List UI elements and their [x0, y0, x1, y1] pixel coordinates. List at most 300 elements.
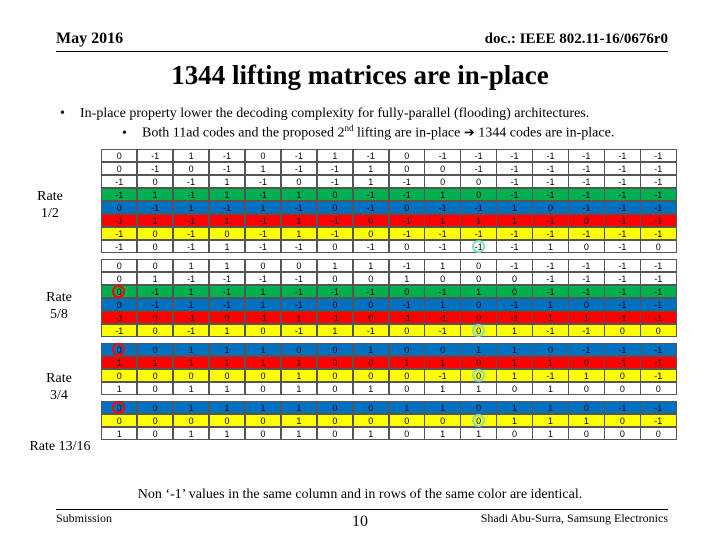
matrix-cell: 0 — [389, 240, 425, 253]
matrix-cell: -1 — [640, 162, 676, 175]
bullet-text-pre: Both 11ad codes and the proposed 2 — [142, 125, 345, 141]
matrix-cell: -1 — [496, 298, 532, 311]
matrix-cell: 0 — [137, 259, 173, 272]
matrix-cell: 0 — [389, 201, 425, 214]
footer-divider — [56, 509, 668, 510]
matrix-cell: 0 — [317, 369, 353, 382]
matrix-cell: 1 — [101, 356, 137, 369]
matrix-cell: 0 — [317, 401, 353, 414]
matrix-cell: 1 — [532, 414, 568, 427]
bullet-inplace-property — [60, 106, 589, 122]
matrix-cell: -1 — [245, 272, 281, 285]
matrix-cell: 1 — [209, 356, 245, 369]
matrix-cell: 1 — [173, 285, 209, 298]
matrix-cell: 0 — [101, 298, 137, 311]
matrix-cell: -1 — [173, 272, 209, 285]
matrix-cell: -1 — [568, 285, 604, 298]
matrix-cell: 1 — [532, 427, 568, 440]
footnote: Non ‘-1’ values in the same column and in rows of the same color are identical. — [137, 487, 583, 502]
matrix-row — [101, 324, 676, 337]
matrix-cell: 1 — [209, 427, 245, 440]
matrix-cell: -1 — [209, 272, 245, 285]
matrix-cell: 0 — [460, 175, 496, 188]
matrix-cell: -1 — [532, 149, 568, 162]
matrix-cell: 1 — [424, 356, 460, 369]
matrix-cell: -1 — [532, 272, 568, 285]
matrix-cell: 1 — [281, 227, 317, 240]
matrix-cell: -1 — [604, 162, 640, 175]
matrix-cell: -1 — [496, 240, 532, 253]
matrix-cell: 1 — [568, 414, 604, 427]
matrix-cell: -1 — [496, 149, 532, 162]
matrix-cell: -1 — [245, 214, 281, 227]
matrix-cell: -1 — [640, 214, 676, 227]
matrix-cell: 0 — [245, 382, 281, 395]
matrix-cell: 0 — [209, 311, 245, 324]
matrix-cell: 0 — [137, 227, 173, 240]
matrix-cell: 0 — [604, 414, 640, 427]
matrix-cell: 0 — [496, 272, 532, 285]
matrix-cell: 0 — [424, 414, 460, 427]
matrix-cell: 1 — [568, 369, 604, 382]
header-divider — [56, 51, 668, 52]
matrix-cell: 0 — [245, 414, 281, 427]
matrix-cell: 0 — [353, 356, 389, 369]
matrix-cell: 0 — [317, 201, 353, 214]
matrix-cell: 1 — [173, 149, 209, 162]
matrix-cell: -1 — [604, 298, 640, 311]
matrix-cell: 1 — [389, 401, 425, 414]
matrix-cell: 0 — [209, 227, 245, 240]
highlight-circle — [472, 324, 485, 337]
matrix-cell: 0 — [424, 175, 460, 188]
matrix-cell: -1 — [496, 162, 532, 175]
matrix-cell: 1 — [424, 401, 460, 414]
matrix-cell: -1 — [389, 227, 425, 240]
rate-label-line: Rate 13/16 — [29, 439, 91, 454]
matrix-cell: 0 — [389, 414, 425, 427]
matrix-cell: 0 — [353, 272, 389, 285]
matrix-cell: 0 — [317, 272, 353, 285]
matrix-cell: 0 — [568, 298, 604, 311]
matrix-cell: -1 — [568, 201, 604, 214]
matrix-cell: -1 — [568, 175, 604, 188]
matrix-cell: -1 — [604, 188, 640, 201]
slide-title: 1344 lifting matrices are in-place — [171, 60, 549, 90]
matrix-cell: -1 — [209, 201, 245, 214]
matrix-cell: 1 — [353, 259, 389, 272]
matrix-cell: 0 — [496, 427, 532, 440]
matrix-cell: -1 — [209, 298, 245, 311]
matrix-cell: -1 — [389, 175, 425, 188]
matrix-cell: 1 — [496, 414, 532, 427]
matrix-cell: 1 — [353, 162, 389, 175]
matrix-cell: -1 — [496, 227, 532, 240]
matrix-cell: -1 — [353, 240, 389, 253]
matrix-cell: -1 — [317, 285, 353, 298]
matrix-cell: -1 — [460, 227, 496, 240]
matrix-cell: 0 — [424, 272, 460, 285]
matrix-row — [101, 427, 676, 440]
matrix-cell: 0 — [389, 427, 425, 440]
matrix-cell: 1 — [460, 214, 496, 227]
matrix-cell: -1 — [353, 201, 389, 214]
matrix-cell: -1 — [604, 401, 640, 414]
matrix-cell: -1 — [281, 298, 317, 311]
matrix-cell: 0 — [424, 162, 460, 175]
matrix-cell: -1 — [640, 227, 676, 240]
matrix-cell: -1 — [137, 149, 173, 162]
matrix-row — [101, 343, 676, 356]
matrix-cell: 1 — [137, 188, 173, 201]
matrix-cell: -1 — [389, 311, 425, 324]
matrix-cell: -1 — [568, 149, 604, 162]
matrix-cell: 1 — [281, 414, 317, 427]
matrix-cell: 0 — [245, 324, 281, 337]
matrix-row — [101, 149, 676, 162]
matrix-cell: -1 — [353, 149, 389, 162]
matrix-cell: 1 — [389, 356, 425, 369]
matrix-cell: -1 — [640, 401, 676, 414]
matrix-cell: -1 — [604, 343, 640, 356]
matrix-cell: 1 — [245, 356, 281, 369]
matrix-cell: -1 — [173, 227, 209, 240]
matrix-cell: 0 — [532, 201, 568, 214]
matrix-cell: -1 — [568, 162, 604, 175]
matrix-cell: 0 — [173, 414, 209, 427]
matrix-cell: -1 — [281, 149, 317, 162]
matrix-cell: -1 — [532, 188, 568, 201]
matrix-cell: 1 — [209, 259, 245, 272]
matrix-cell: -1 — [389, 259, 425, 272]
matrix-cell: 0 — [353, 414, 389, 427]
matrix-cell: 0 — [317, 343, 353, 356]
matrix-cell: 0 — [173, 162, 209, 175]
matrix-cell: 1 — [173, 298, 209, 311]
matrix-cell: 1 — [281, 369, 317, 382]
matrix-cell: -1 — [640, 272, 676, 285]
matrix-cell: 1 — [353, 343, 389, 356]
matrix-cell: 1 — [173, 201, 209, 214]
matrix-cell: -1 — [604, 285, 640, 298]
matrix-cell: -1 — [389, 298, 425, 311]
matrix-row — [101, 414, 676, 427]
matrix-cell: -1 — [640, 175, 676, 188]
header-date: May 2016 — [56, 30, 124, 47]
matrix-cell: 1 — [424, 298, 460, 311]
matrix-cell: 1 — [496, 214, 532, 227]
matrix-cell: -1 — [496, 175, 532, 188]
matrix-cell: 0 — [389, 382, 425, 395]
matrix-cell: 1 — [209, 324, 245, 337]
footer-submission: Submission — [56, 511, 113, 525]
matrix-cell: 1 — [353, 382, 389, 395]
matrix-cell: 1 — [137, 356, 173, 369]
matrix-cell: -1 — [604, 214, 640, 227]
bullet-both-codes — [122, 123, 614, 142]
matrix-cell: -1 — [604, 311, 640, 324]
matrix-cell: 0 — [209, 414, 245, 427]
matrix-row — [101, 382, 676, 395]
matrix-cell: 0 — [137, 240, 173, 253]
matrix-cell: 0 — [137, 324, 173, 337]
matrix-cell: -1 — [640, 201, 676, 214]
matrix-cell: -1 — [640, 149, 676, 162]
matrix-cell: 0 — [424, 343, 460, 356]
matrix-cell: 1 — [496, 369, 532, 382]
matrix-cell: 0 — [317, 427, 353, 440]
matrix-cell: 1 — [532, 311, 568, 324]
matrix-cell: 1 — [173, 427, 209, 440]
matrix-cell: 0 — [245, 149, 281, 162]
matrix-cell: 0 — [101, 259, 137, 272]
matrix-cell: 0 — [389, 369, 425, 382]
matrix-cell: 1 — [460, 382, 496, 395]
matrix-row — [101, 401, 676, 414]
matrix-cell: -1 — [317, 311, 353, 324]
matrix-cell: -1 — [640, 343, 676, 356]
matrix-row — [101, 214, 676, 227]
matrix-cell: 1 — [532, 401, 568, 414]
matrix-cell: -1 — [281, 201, 317, 214]
matrix-cell: -1 — [640, 285, 676, 298]
matrix-cell: -1 — [496, 311, 532, 324]
matrix-cell: 0 — [101, 414, 137, 427]
header-doc-id: doc.: IEEE 802.11-16/0676r0 — [484, 31, 668, 47]
matrix-cell: -1 — [424, 240, 460, 253]
matrix-cell: -1 — [640, 188, 676, 201]
matrix-cell: 0 — [389, 149, 425, 162]
matrix-cell: -1 — [568, 272, 604, 285]
matrix-cell: 1 — [424, 382, 460, 395]
matrix-cell: 1 — [424, 214, 460, 227]
matrix-cell: -1 — [532, 259, 568, 272]
matrix-cell: 1 — [424, 188, 460, 201]
matrix-cell: 0 — [568, 427, 604, 440]
matrix-cell: -1 — [173, 324, 209, 337]
matrix-cell: -1 — [173, 214, 209, 227]
matrix-cell: -1 — [281, 285, 317, 298]
matrix-cell: -1 — [353, 324, 389, 337]
matrix-cell: -1 — [137, 201, 173, 214]
matrix-cell: 1 — [245, 401, 281, 414]
matrix-cell: 1 — [281, 214, 317, 227]
matrix-cell: 0 — [101, 201, 137, 214]
matrix-cell: 0 — [137, 414, 173, 427]
matrix-cell: -1 — [424, 324, 460, 337]
matrix-cell: -1 — [101, 311, 137, 324]
matrix-cell: 1 — [245, 285, 281, 298]
matrix-cell: -1 — [460, 240, 496, 253]
matrix-cell: -1 — [209, 162, 245, 175]
matrix-cell: 1 — [209, 188, 245, 201]
matrix-cell: 0 — [532, 343, 568, 356]
rate-5-8-label — [34, 289, 84, 323]
bullet-text-post: 1344 codes are in-place. — [474, 125, 615, 141]
matrix-cell: 1 — [281, 356, 317, 369]
matrix-cell: -1 — [604, 227, 640, 240]
matrix-cell: -1 — [604, 259, 640, 272]
matrix-cell: 1 — [137, 272, 173, 285]
matrix-cell: 0 — [460, 369, 496, 382]
matrix-cell: -1 — [424, 369, 460, 382]
matrix-cell: 0 — [353, 214, 389, 227]
matrix-row — [101, 285, 676, 298]
matrix-cell: -1 — [568, 227, 604, 240]
matrix-cell: 0 — [604, 427, 640, 440]
matrix-cell: 1 — [209, 401, 245, 414]
matrix-cell: -1 — [568, 324, 604, 337]
matrix-cell: -1 — [532, 175, 568, 188]
matrix-cell: -1 — [604, 175, 640, 188]
matrix-cell: 0 — [317, 382, 353, 395]
matrix-cell: 1 — [317, 259, 353, 272]
matrix-cell: 1 — [460, 285, 496, 298]
matrix-row — [101, 240, 676, 253]
matrix-cell: -1 — [460, 201, 496, 214]
matrix-cell: -1 — [101, 188, 137, 201]
matrix-cell: 1 — [173, 401, 209, 414]
matrix-cell: 0 — [137, 175, 173, 188]
rate-label-line: 5/8 — [50, 307, 68, 322]
matrix-cell: 1 — [532, 240, 568, 253]
matrix-cell: -1 — [245, 188, 281, 201]
matrix-cell: 0 — [640, 382, 676, 395]
matrix-cell: -1 — [317, 227, 353, 240]
matrix-cell: 0 — [101, 149, 137, 162]
matrix-cell: -1 — [173, 188, 209, 201]
matrix-cell: 1 — [532, 298, 568, 311]
matrix-cell: 0 — [281, 259, 317, 272]
matrix-cell: -1 — [532, 162, 568, 175]
matrix-cell: -1 — [137, 285, 173, 298]
bullet-dot-icon: • — [122, 125, 127, 141]
matrix-cell: -1 — [245, 240, 281, 253]
matrix-cell: -1 — [173, 311, 209, 324]
matrix-cell: 0 — [496, 382, 532, 395]
matrix-cell: 1 — [532, 382, 568, 395]
matrix-cell: 1 — [173, 259, 209, 272]
matrix-cell: -1 — [209, 285, 245, 298]
rate-1-2-label — [25, 188, 75, 222]
matrix-cell: 1 — [532, 356, 568, 369]
matrix-cell: 0 — [460, 401, 496, 414]
matrix-cell: 1 — [245, 343, 281, 356]
matrix-cell: -1 — [604, 240, 640, 253]
matrix-cell: -1 — [640, 259, 676, 272]
matrix-cell: 0 — [317, 414, 353, 427]
matrix-row — [101, 227, 676, 240]
footer-author: Shadi Abu-Surra, Samsung Electronics — [480, 511, 668, 525]
matrix-cell: -1 — [245, 311, 281, 324]
matrix-cell: -1 — [389, 214, 425, 227]
matrix-cell: -1 — [101, 240, 137, 253]
matrix-cell: 0 — [281, 343, 317, 356]
bullet-text-mid: lifting are in-place — [353, 125, 464, 141]
matrix-cell: -1 — [281, 162, 317, 175]
matrix-cell: 1 — [496, 401, 532, 414]
matrix-cell: -1 — [532, 324, 568, 337]
bullet-superscript: nd — [344, 123, 354, 133]
matrix-cell: 1 — [173, 343, 209, 356]
matrix-cell: 1 — [496, 343, 532, 356]
matrix-cell: 0 — [496, 285, 532, 298]
matrix-cell: 0 — [460, 272, 496, 285]
matrix-cell: 0 — [604, 324, 640, 337]
matrix-cell: 0 — [137, 427, 173, 440]
matrix-cell: 1 — [209, 240, 245, 253]
matrix-cell: 0 — [245, 427, 281, 440]
matrix-cell: 0 — [173, 369, 209, 382]
rate-label-line: 3/4 — [50, 388, 68, 403]
matrix-cell: 0 — [281, 175, 317, 188]
matrix-cell: 0 — [353, 227, 389, 240]
matrix-cell: -1 — [245, 175, 281, 188]
matrix-cell: 1 — [173, 382, 209, 395]
matrix-cell: 0 — [317, 356, 353, 369]
matrix-row — [101, 188, 676, 201]
matrix-cell: 1 — [496, 201, 532, 214]
matrix-cell: -1 — [173, 175, 209, 188]
matrix-cell: -1 — [101, 214, 137, 227]
right-arrow-icon: ➔ — [463, 124, 475, 140]
matrix-cell: 1 — [209, 382, 245, 395]
matrix-cell: 1 — [209, 175, 245, 188]
matrix-cell: 0 — [353, 369, 389, 382]
matrix-cell: -1 — [604, 149, 640, 162]
matrix-cell: -1 — [640, 298, 676, 311]
matrix-cell: 1 — [245, 201, 281, 214]
highlight-circle — [472, 369, 485, 382]
matrix-cell: -1 — [604, 201, 640, 214]
matrix-row — [101, 369, 676, 382]
matrix-cell: -1 — [317, 162, 353, 175]
matrix-cell: 1 — [424, 259, 460, 272]
matrix-cell: -1 — [137, 298, 173, 311]
matrix-cell: 0 — [209, 369, 245, 382]
matrix-cell: 0 — [353, 298, 389, 311]
matrix-cell: 1 — [317, 149, 353, 162]
matrix-cell: -1 — [604, 272, 640, 285]
matrix-cell: 0 — [137, 401, 173, 414]
matrix-cell: -1 — [532, 369, 568, 382]
matrix-row — [101, 175, 676, 188]
matrix-cell: -1 — [568, 343, 604, 356]
matrix-cell: -1 — [424, 285, 460, 298]
matrix-cell: -1 — [640, 311, 676, 324]
matrix-cell: -1 — [568, 188, 604, 201]
matrix-cell: -1 — [101, 324, 137, 337]
matrix-cell: -1 — [281, 324, 317, 337]
matrix-cell: 1 — [281, 382, 317, 395]
matrix-row — [101, 272, 676, 285]
matrix-cell: -1 — [353, 285, 389, 298]
matrix-cell: -1 — [460, 162, 496, 175]
matrix-cell: 0 — [389, 285, 425, 298]
matrix-cell: 0 — [568, 356, 604, 369]
matrix-cell: 0 — [460, 259, 496, 272]
matrix-cell: 0 — [317, 240, 353, 253]
matrix-cell: 0 — [460, 311, 496, 324]
matrix-cell: -1 — [532, 214, 568, 227]
matrix-cell: -1 — [209, 149, 245, 162]
matrix-cell: 0 — [640, 324, 676, 337]
matrix-cell: -1 — [424, 149, 460, 162]
matrix-cell: 0 — [568, 214, 604, 227]
matrix-cell: -1 — [137, 162, 173, 175]
matrix-cell: 1 — [568, 311, 604, 324]
rate-label-line: Rate — [37, 189, 63, 204]
